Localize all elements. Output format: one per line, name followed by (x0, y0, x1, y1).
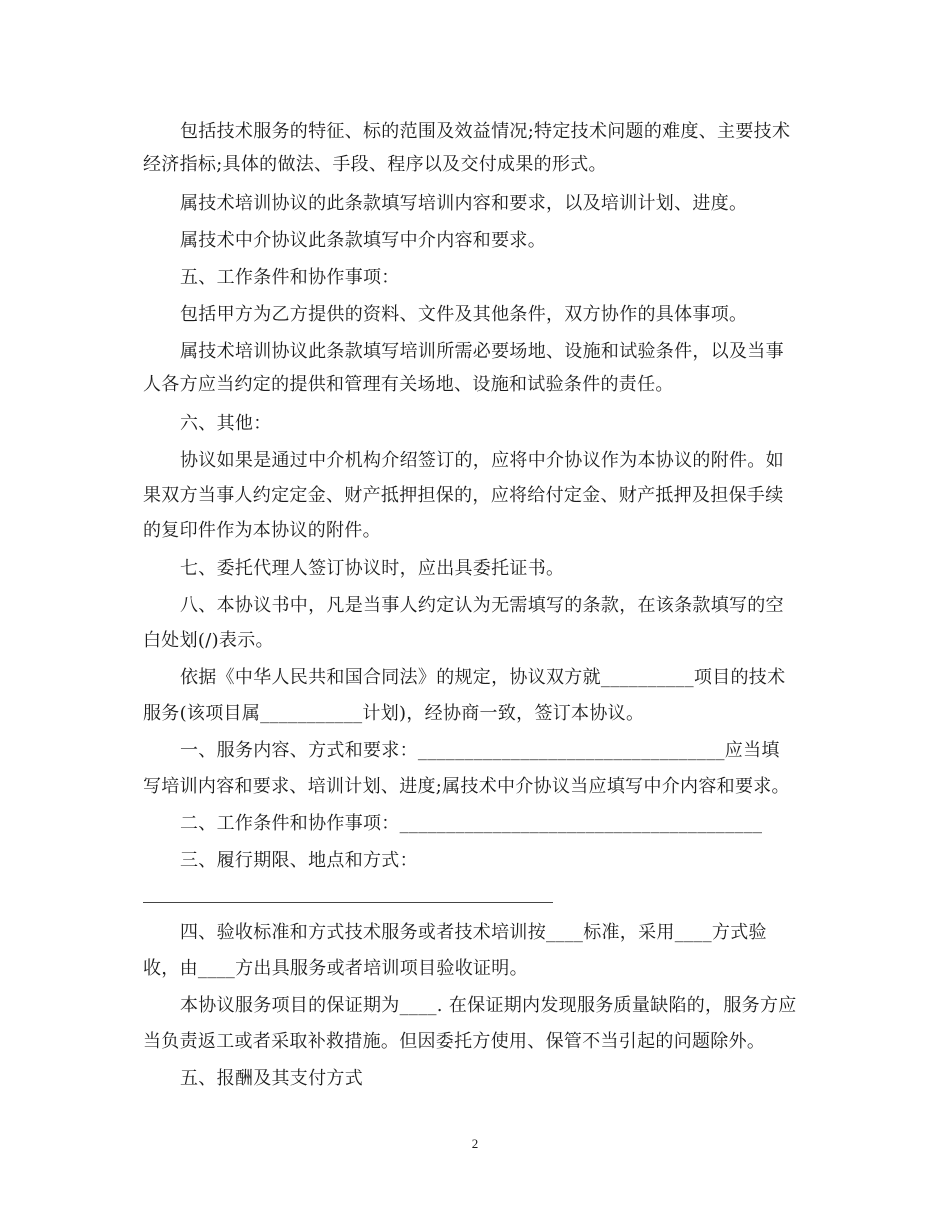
paragraph-line: 白处划(/)表示。 (143, 630, 274, 651)
paragraph-line: 果双方当事人约定定金、财产抵押担保的，应将给付定金、财产抵押及担保手续 (143, 485, 784, 506)
section-heading: 八、本协议书中，凡是当事人约定认为无需填写的条款，在该条款填写的空 (180, 595, 784, 616)
section-heading: 三、履行期限、地点和方式： (180, 850, 418, 871)
paragraph-line: 人各方应当约定的提供和管理有关场地、设施和试验条件的责任。 (143, 374, 674, 395)
section-heading: 七、委托代理人签订协议时，应出具委托证书。 (180, 558, 565, 579)
section-heading: 五、工作条件和协作事项： (180, 267, 400, 288)
paragraph-line: 当负责返工或者采取补救措施。但因委托方使用、保管不当引起的问题除外。 (143, 1031, 766, 1052)
section-heading: 六、其他： (180, 413, 272, 434)
section-heading: 五、报酬及其支付方式 (180, 1068, 363, 1089)
section-heading: 二、工作条件和协作事项：_______________________________________ (180, 813, 763, 834)
blank-fill-line (143, 902, 553, 903)
section-heading: 一、服务内容、方式和要求：_________________________________应当填 (180, 740, 780, 761)
paragraph-line: 属技术培训协议此条款填写培训所需必要场地、设施和试验条件，以及当事 (180, 341, 784, 362)
paragraph-line: 经济指标;具体的做法、手段、程序以及交付成果的形式。 (143, 154, 607, 175)
paragraph-line: 本协议服务项目的保证期为____. 在保证期内发现服务质量缺陷的，服务方应 (180, 995, 797, 1016)
paragraph-line: 收，由____方出具服务或者培训项目验收证明。 (143, 958, 528, 979)
paragraph-line: 服务(该项目属___________计划)，经协商一致，签订本协议。 (143, 703, 645, 724)
paragraph-line: 属技术中介协议此条款填写中介内容和要求。 (180, 230, 546, 251)
paragraph-line: 属技术培训协议的此条款填写培训内容和要求，以及培训计划、进度。 (180, 193, 748, 214)
paragraph-line: 包括技术服务的特征、标的范围及效益情况;特定技术问题的难度、主要技术 (180, 121, 791, 142)
paragraph-line: 包括甲方为乙方提供的资料、文件及其他条件，双方协作的具体事项。 (180, 304, 748, 325)
paragraph-line: 写培训内容和要求、培训计划、进度;属技术中介协议当应填写中介内容和要求。 (143, 776, 790, 797)
section-heading: 四、验收标准和方式技术服务或者技术培训按____标准，采用____方式验 (180, 922, 767, 943)
page-number: 2 (471, 1136, 479, 1151)
paragraph-line: 协议如果是通过中介机构介绍签订的，应将中介协议作为本协议的附件。如 (180, 450, 784, 471)
paragraph-line: 依据《中华人民共和国合同法》的规定，协议双方就__________项目的技术 (180, 667, 786, 688)
paragraph-line: 的复印件作为本协议的附件。 (143, 520, 381, 541)
